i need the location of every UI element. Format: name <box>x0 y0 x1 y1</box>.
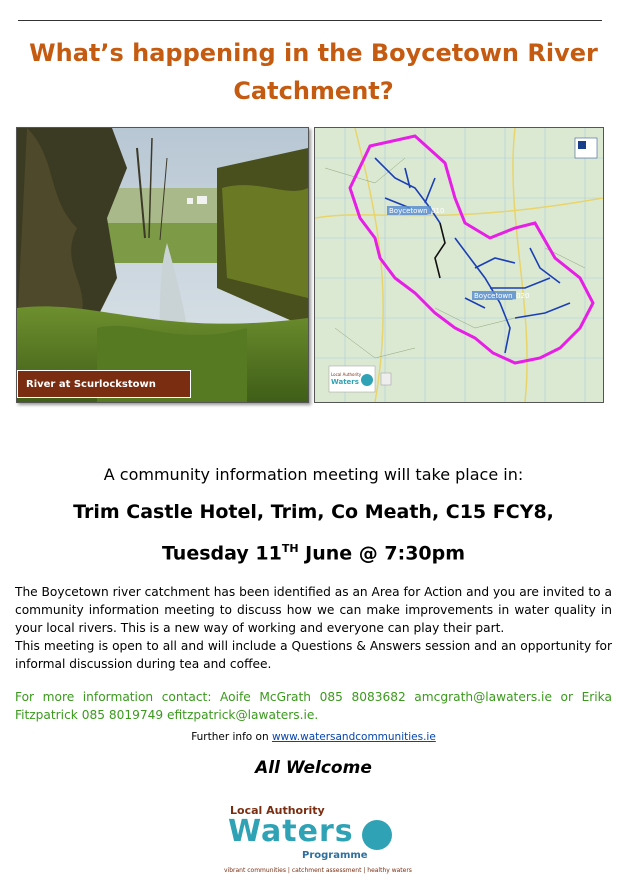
svg-text:Waters: Waters <box>331 378 359 386</box>
further-info <box>20 731 607 743</box>
website-link[interactable]: www.watersandcommunities.ie <box>271 731 436 743</box>
further-info-label: Further info on <box>191 731 272 743</box>
river-photo <box>16 127 309 403</box>
catchment-map <box>314 127 604 403</box>
logo-tagline: vibrant communities | catchment assessment | healthy waters <box>224 867 412 874</box>
contact-info: For more information contact: Aoife McGrath 085 8083682 amcgrath@lawaters.ie or Erika Fitzpatrick 085 8019749 efitzpatrick@lawaters.ie. <box>15 690 612 722</box>
all-welcome: All Welcome <box>255 758 372 778</box>
body-paragraph-1: The Boycetown river catchment has been identified as an Area for Action and you are invited to a community information meeting to discuss how we can make improvements in water quality in your local rivers. This is a new way of working and everyone can play their part. <box>15 585 612 635</box>
logo-circle-icon <box>362 820 392 850</box>
date-day: Tuesday 11 <box>161 542 282 565</box>
logo-programme: Programme <box>302 850 368 861</box>
svg-text:Local Authority: Local Authority <box>331 372 362 377</box>
lawpro-logo <box>222 802 412 882</box>
meeting-venue: Trim Castle Hotel, Trim, Co Meath, C15 FCY8, <box>73 501 554 523</box>
page-title: What’s happening in the Boycetown River Catchment? <box>29 39 598 105</box>
meeting-intro: A community information meeting will take place in: <box>103 465 524 484</box>
logo-waters: Waters <box>228 814 354 849</box>
meeting-date <box>20 542 607 564</box>
date-suffix-sup: TH <box>281 542 299 555</box>
photo-caption: River at Scurlockstown Bridge <box>17 370 191 398</box>
map-label-020: Boycetown_020 <box>474 292 530 300</box>
river-photo-image <box>17 128 308 402</box>
top-rule <box>18 20 602 21</box>
logo-local-authority: Local Authority <box>230 804 325 817</box>
catchment-map-image <box>315 128 603 402</box>
body-text <box>15 583 612 673</box>
date-rest: June @ 7:30pm <box>298 542 466 565</box>
map-label-010: Boycetown_010 <box>389 207 445 215</box>
body-paragraph-2: This meeting is open to all and will include a Questions & Answers session and an opportunity for informal discussion during tea and coffee. <box>15 639 612 671</box>
